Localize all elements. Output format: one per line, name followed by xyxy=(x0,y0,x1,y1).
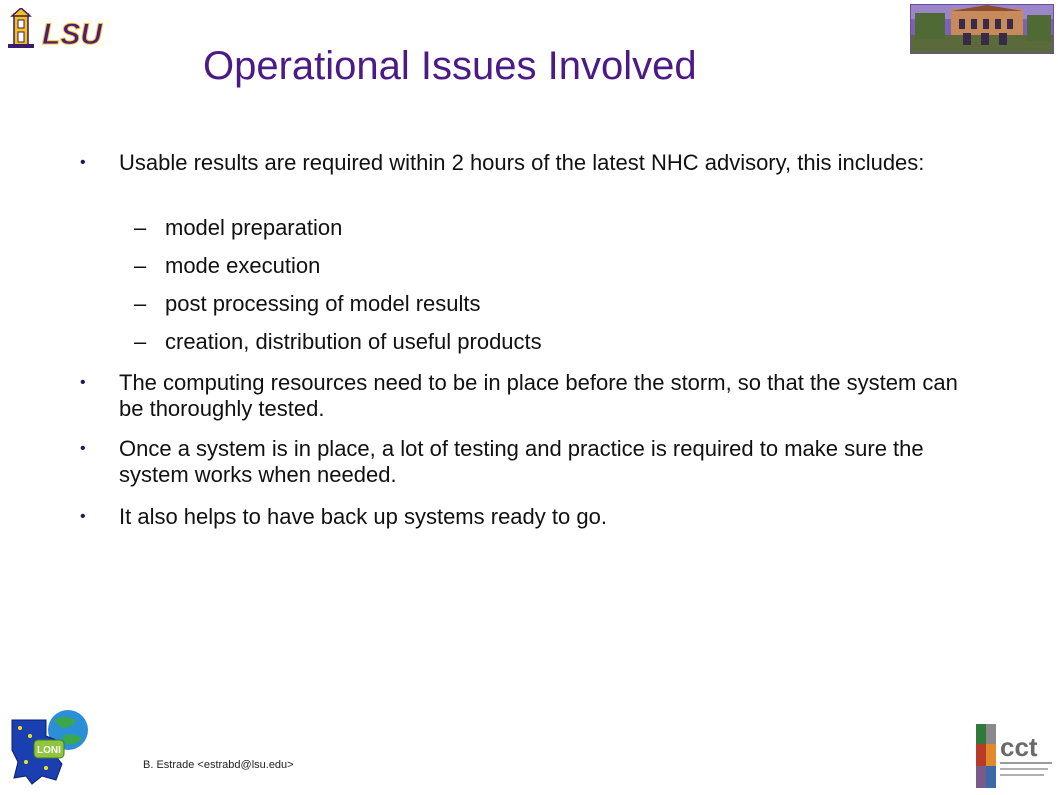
sub-bullet-text: creation, distribution of useful products xyxy=(165,329,542,354)
cct-logo xyxy=(974,722,1054,790)
sub-bullet-text: model preparation xyxy=(165,215,343,240)
bullet-icon: • xyxy=(80,440,86,457)
bullet-text: The computing resources need to be in place before the storm, so that the system can be thoroughly tested. xyxy=(119,370,958,421)
svg-text:LONI: LONI xyxy=(37,745,61,756)
bullet-text: Once a system is in place, a lot of testing and practice is required to make sure the system works when needed. xyxy=(119,436,924,487)
dash-icon: – xyxy=(134,253,147,278)
bullet-icon: • xyxy=(80,154,86,171)
slide-title: Operational Issues Involved xyxy=(203,44,697,88)
building-photo xyxy=(910,4,1054,54)
bullet-text: Usable results are required within 2 hours of the latest NHC advisory, this includes: xyxy=(119,150,925,175)
dash-icon: – xyxy=(134,291,147,316)
footer-author: B. Estrade <estrabd@lsu.edu> xyxy=(143,759,294,771)
svg-text:LSU: LSU xyxy=(42,18,102,50)
sub-bullet-text: post processing of model results xyxy=(165,291,481,316)
svg-text:cct: cct xyxy=(1000,732,1038,762)
dash-icon: – xyxy=(134,329,147,354)
bullet-icon: • xyxy=(80,374,86,391)
lsu-logo xyxy=(6,8,126,50)
bullet-text: It also helps to have back up systems ready to go. xyxy=(119,504,607,529)
bullet-icon: • xyxy=(80,508,86,525)
sub-bullet-text: mode execution xyxy=(165,253,321,278)
dash-icon: – xyxy=(134,215,147,240)
loni-logo xyxy=(6,706,94,790)
